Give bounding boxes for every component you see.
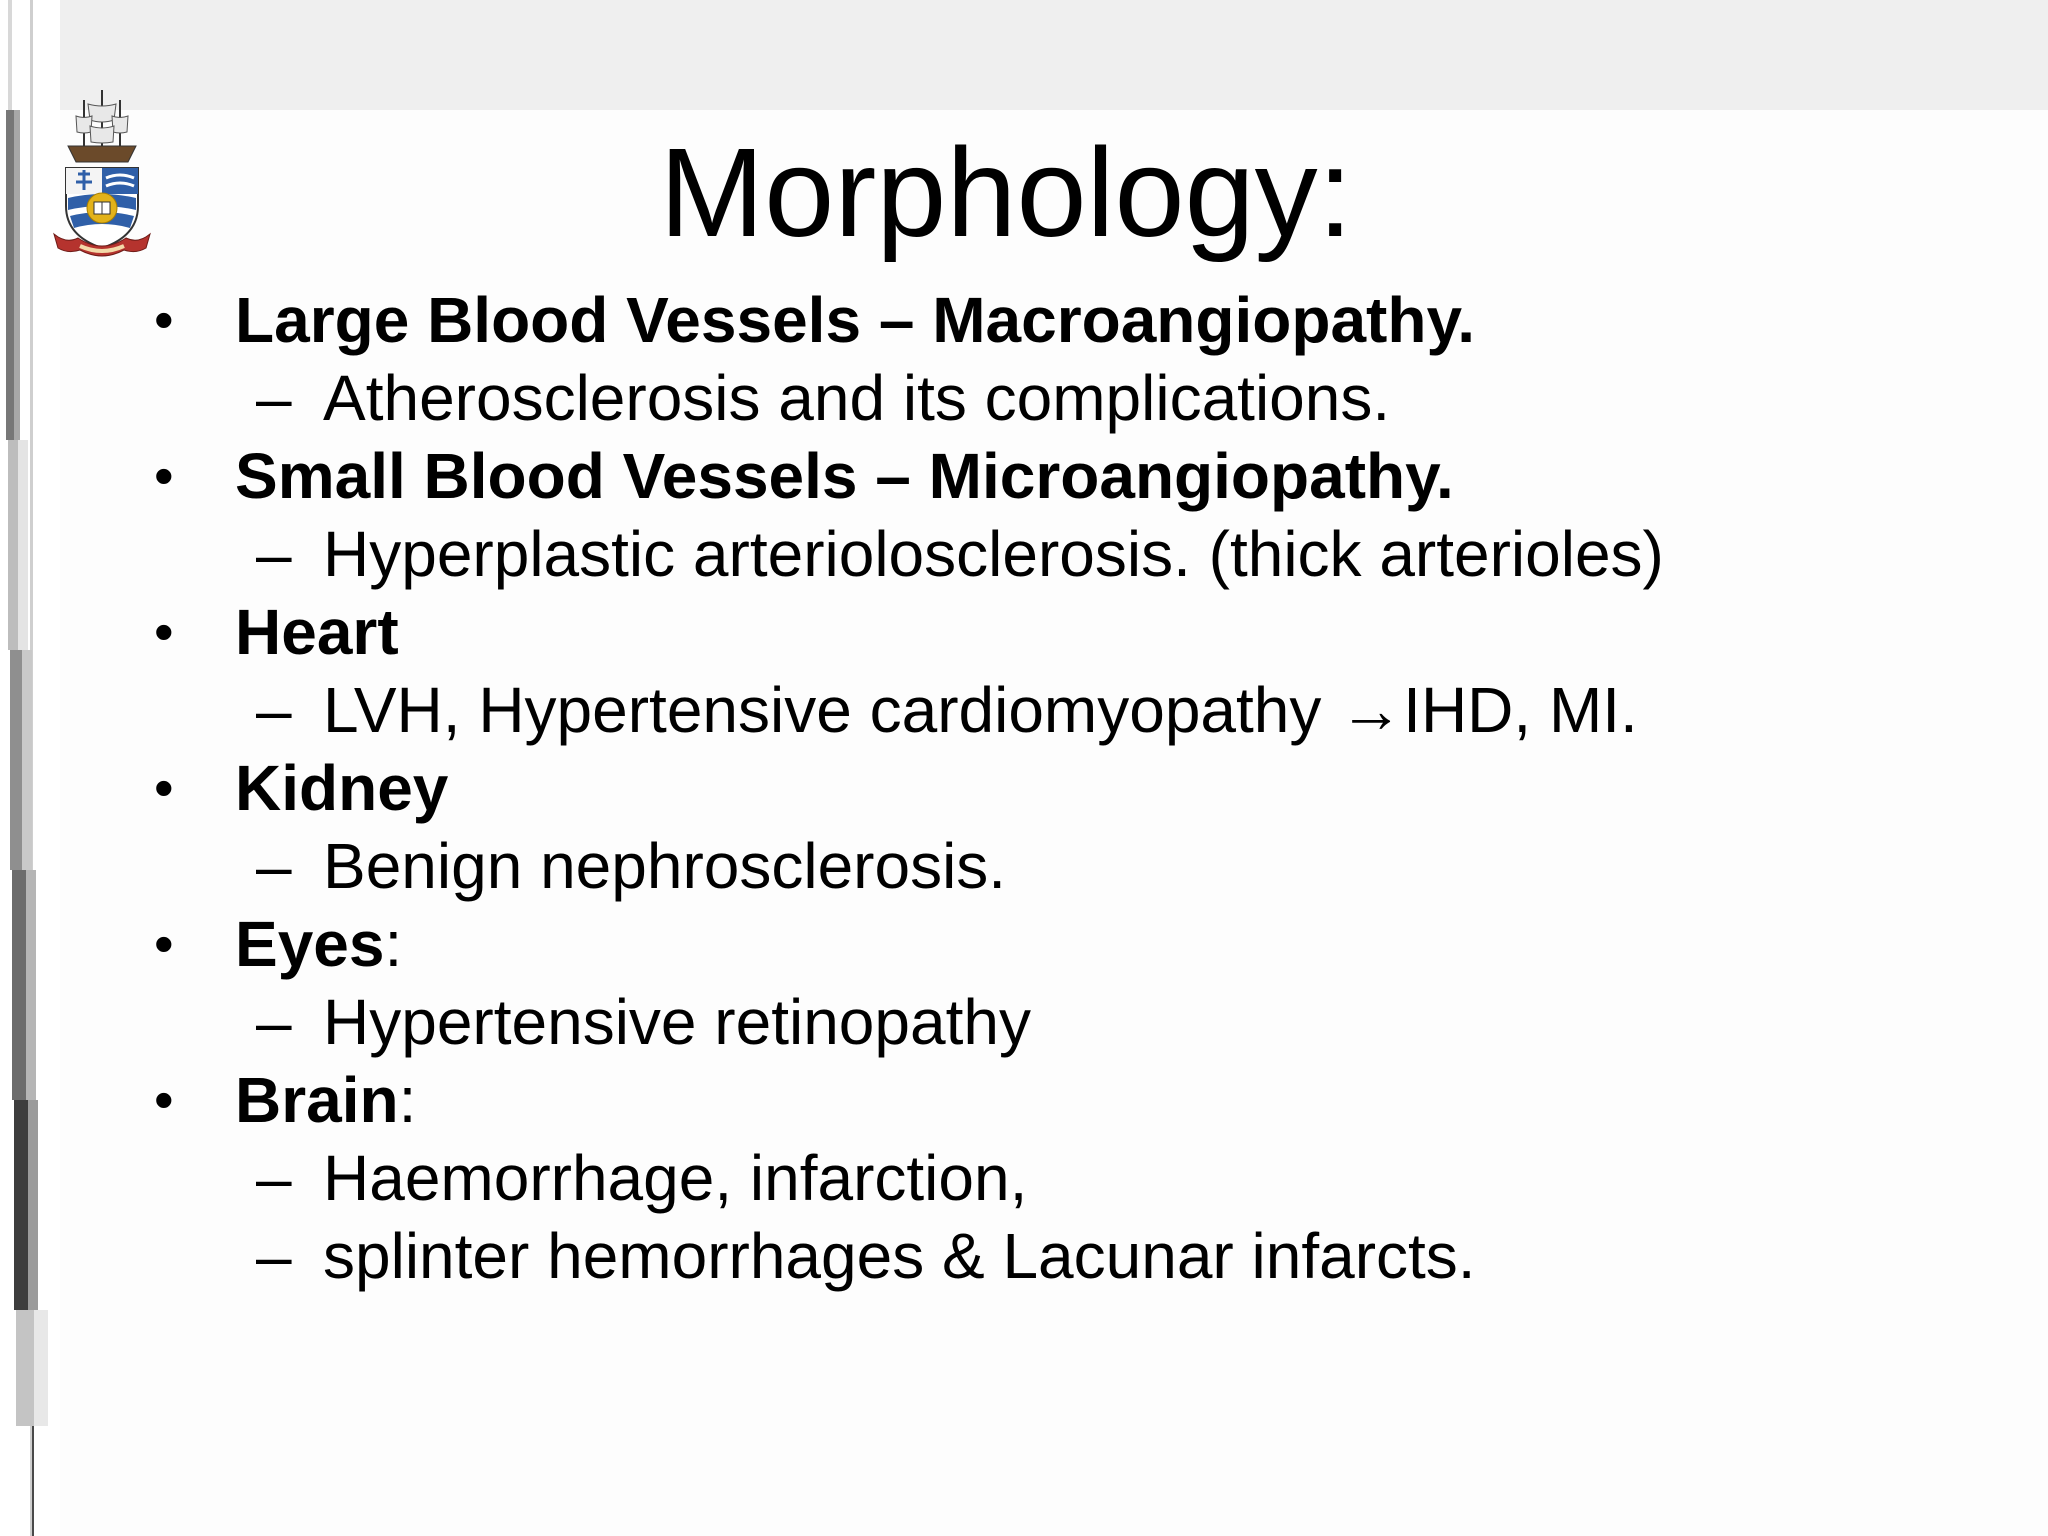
bullet-item-brain [154,1061,2034,1139]
bullet-marker: • [154,288,174,351]
bullet-item-eyes [154,905,2034,983]
bullet-marker: • [154,1068,174,1131]
bullet-heading: Small Blood Vessels – Microangiopathy. [235,440,1454,512]
dash-marker: – [256,674,292,746]
sub-item [154,671,2034,749]
bullet-item-large-vessels [154,281,2034,359]
dash-marker: – [256,830,292,902]
sub-item [154,359,2034,437]
bullet-heading: Eyes [235,908,385,980]
sub-item [154,515,2034,593]
dash-marker: – [256,986,292,1058]
dash-marker: – [256,1142,292,1214]
bullet-marker: • [154,600,174,663]
bullet-heading-suffix: : [384,908,403,980]
sub-item [154,983,2034,1061]
dash-marker: – [256,518,292,590]
bullet-heading-suffix: : [398,1064,417,1136]
bullet-heading: Large Blood Vessels – Macroangiopathy. [235,284,1476,356]
bullet-marker: • [154,912,174,975]
sub-item-text: splinter hemorrhages & Lacunar infarcts. [323,1220,1476,1292]
sub-item-text: LVH, Hypertensive cardiomyopathy →IHD, MI. [323,674,1638,746]
sub-item-text: Hypertensive retinopathy [323,986,1031,1058]
dash-marker: – [256,362,292,434]
bullet-heading: Brain [235,1064,399,1136]
sub-item-text: Benign nephrosclerosis. [323,830,1007,902]
bullet-marker: • [154,444,174,507]
sub-item [154,1139,2034,1217]
bullet-item-small-vessels [154,437,2034,515]
sub-item [154,827,2034,905]
slide-title: Morphology: [659,122,1353,263]
bullet-item-heart [154,593,2034,671]
bullet-heading: Kidney [235,752,449,824]
sub-item-text: Haemorrhage, infarction, [323,1142,1028,1214]
dash-marker: – [256,1220,292,1292]
bullet-marker: • [154,756,174,819]
top-band [0,0,2048,110]
bullet-heading: Heart [235,596,399,668]
sub-item [154,1217,2034,1295]
bullet-list [154,281,2034,1295]
sub-item-text: Hyperplastic arteriolosclerosis. (thick arterioles) [323,518,1664,590]
sub-item-text: Atherosclerosis and its complications. [323,362,1391,434]
bullet-item-kidney [154,749,2034,827]
